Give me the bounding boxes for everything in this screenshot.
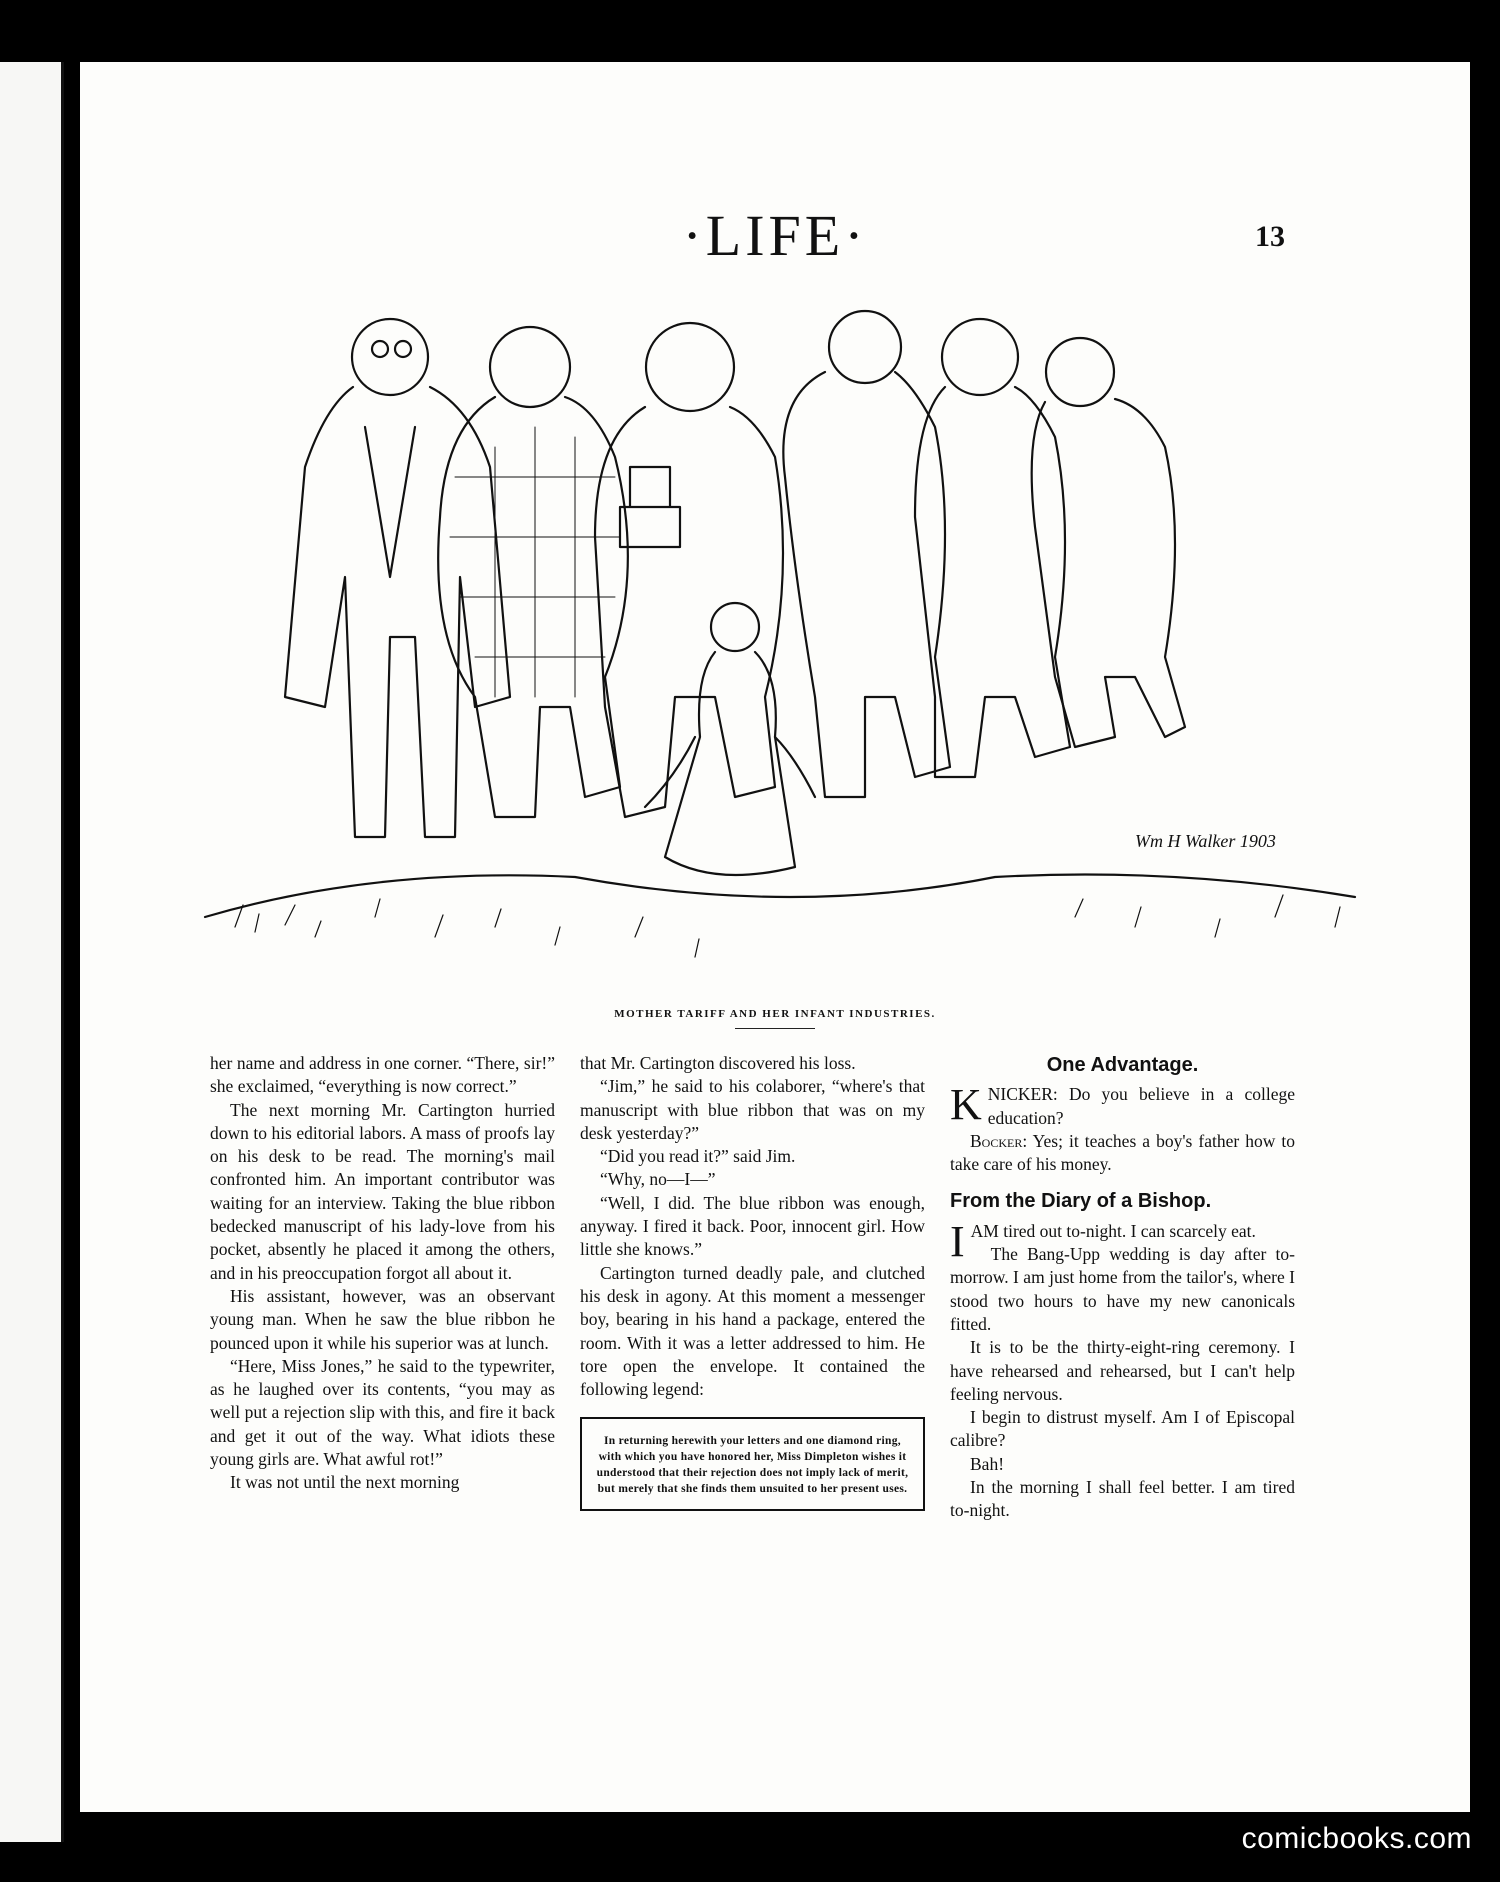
diary-opening bbox=[950, 1216, 1295, 1266]
figure-2 bbox=[438, 327, 628, 817]
paragraph: that Mr. Cartington discovered his loss. bbox=[580, 1053, 856, 1073]
cartoon-caption: MOTHER TARIFF AND HER INFANT INDUSTRIES. bbox=[614, 1008, 936, 1020]
caption-rule bbox=[735, 1028, 815, 1029]
left-page-edge bbox=[0, 62, 64, 1842]
paragraph: I begin to distrust myself. Am I of Episcopal calibre? bbox=[950, 1407, 1295, 1451]
site-watermark: comicbooks.com bbox=[1241, 1822, 1472, 1855]
figure-1 bbox=[285, 319, 510, 837]
paragraph: It is to be the thirty-eight-ring ceremony. I have rehearsed and rehearsed, but I can't help feeling nervous. bbox=[950, 1337, 1295, 1404]
knicker-text: Do you believe in a college education? bbox=[987, 1084, 1296, 1128]
paragraph: It was not until the next morning bbox=[230, 1472, 460, 1493]
paragraph: “Well, I did. The blue ribbon was enough, anyway. I fired it back. Poor, innocent girl. How little she knows.” bbox=[580, 1192, 925, 1260]
bocker-label: Bocker: bbox=[970, 1130, 1028, 1151]
heading-diary-of-bishop: From the Diary of a Bishop. bbox=[950, 1190, 1212, 1213]
paragraph: “Why, no—I—” bbox=[600, 1169, 716, 1190]
paragraph: “Did you read it?” said Jim. bbox=[600, 1146, 796, 1167]
text-column-1 bbox=[210, 1052, 555, 1495]
knicker-label: NICKER: bbox=[987, 1084, 1058, 1105]
text-column-2 bbox=[580, 1052, 925, 1511]
paragraph: Cartington turned deadly pale, and clutched his desk in agony. At this moment a messenger boy, bearing in his hand a package, entered the room. With it was a letter addressed to him. He tore open the envelope. It contained the following legend: bbox=[580, 1262, 925, 1400]
magazine-page bbox=[80, 62, 1470, 1812]
heading-one-advantage: One Advantage. bbox=[1046, 1054, 1199, 1076]
paragraph: “Jim,” he said to his colaborer, “where's that manuscript with blue ribbon that was on my desk yesterday?” bbox=[580, 1076, 925, 1143]
drop-cap: K bbox=[950, 1080, 982, 1130]
paragraph: The next morning Mr. Cartington hurried down to his editorial labors. A mass of proofs lay on his desk to be read. The morning's mail confronted him. An important contributor was waiting for an interview. Taking the blue ribbon bedecked manuscript of his lady-love from his pocket, absently he placed it among the others, and in his preoccupation forgot all about it. bbox=[210, 1099, 555, 1283]
page-number: 13 bbox=[1255, 220, 1285, 253]
figure-6 bbox=[1032, 338, 1185, 747]
cartoon-illustration bbox=[175, 277, 1435, 1037]
bocker-text: Yes; it teaches a boy's father how to take care of his money. bbox=[950, 1130, 1296, 1175]
paragraph: The Bang-Upp wedding is day after to-morrow. I am just home from the tailor's, where I stood two hours to have my new canonicals fitted. bbox=[950, 1244, 1295, 1334]
rejection-notice-box: In returning herewith your letters and one diamond ring, with which you have honored her, Miss Dimpleton wishes it understood that their rejection does not imply lack of merit, but merely that she finds them unsuited to her present uses. bbox=[580, 1417, 925, 1511]
bocker-line bbox=[950, 1130, 1295, 1177]
figure-5 bbox=[915, 319, 1070, 777]
figure-4 bbox=[783, 311, 950, 797]
diary-text: AM tired out to-night. I can scarcely eat. bbox=[970, 1220, 1256, 1241]
paragraph: her name and address in one corner. “There, sir!” she exclaimed, “everything is now correct.” bbox=[210, 1053, 555, 1097]
paragraph: Bah! bbox=[970, 1453, 1005, 1474]
artist-signature: Wm H Walker 1903 bbox=[1135, 831, 1276, 851]
figure-3 bbox=[595, 323, 783, 817]
drop-cap: I bbox=[950, 1216, 965, 1266]
text-column-3 bbox=[950, 1052, 1295, 1523]
paragraph: In the morning I shall feel better. I am tired to-night. bbox=[950, 1477, 1295, 1521]
masthead: ·LIFE· bbox=[682, 203, 868, 268]
paragraph: “Here, Miss Jones,” he said to the typewriter, as he laughed over its contents, “you may as well put a rejection slip with this, and fire it back and get it out of the way. What idiots these young girls are. What awful rot!” bbox=[210, 1355, 555, 1470]
paragraph: His assistant, however, was an observant young man. When he saw the blue ribbon he pounced upon it while his superior was at lunch. bbox=[210, 1285, 555, 1353]
knicker-line bbox=[950, 1080, 1296, 1130]
